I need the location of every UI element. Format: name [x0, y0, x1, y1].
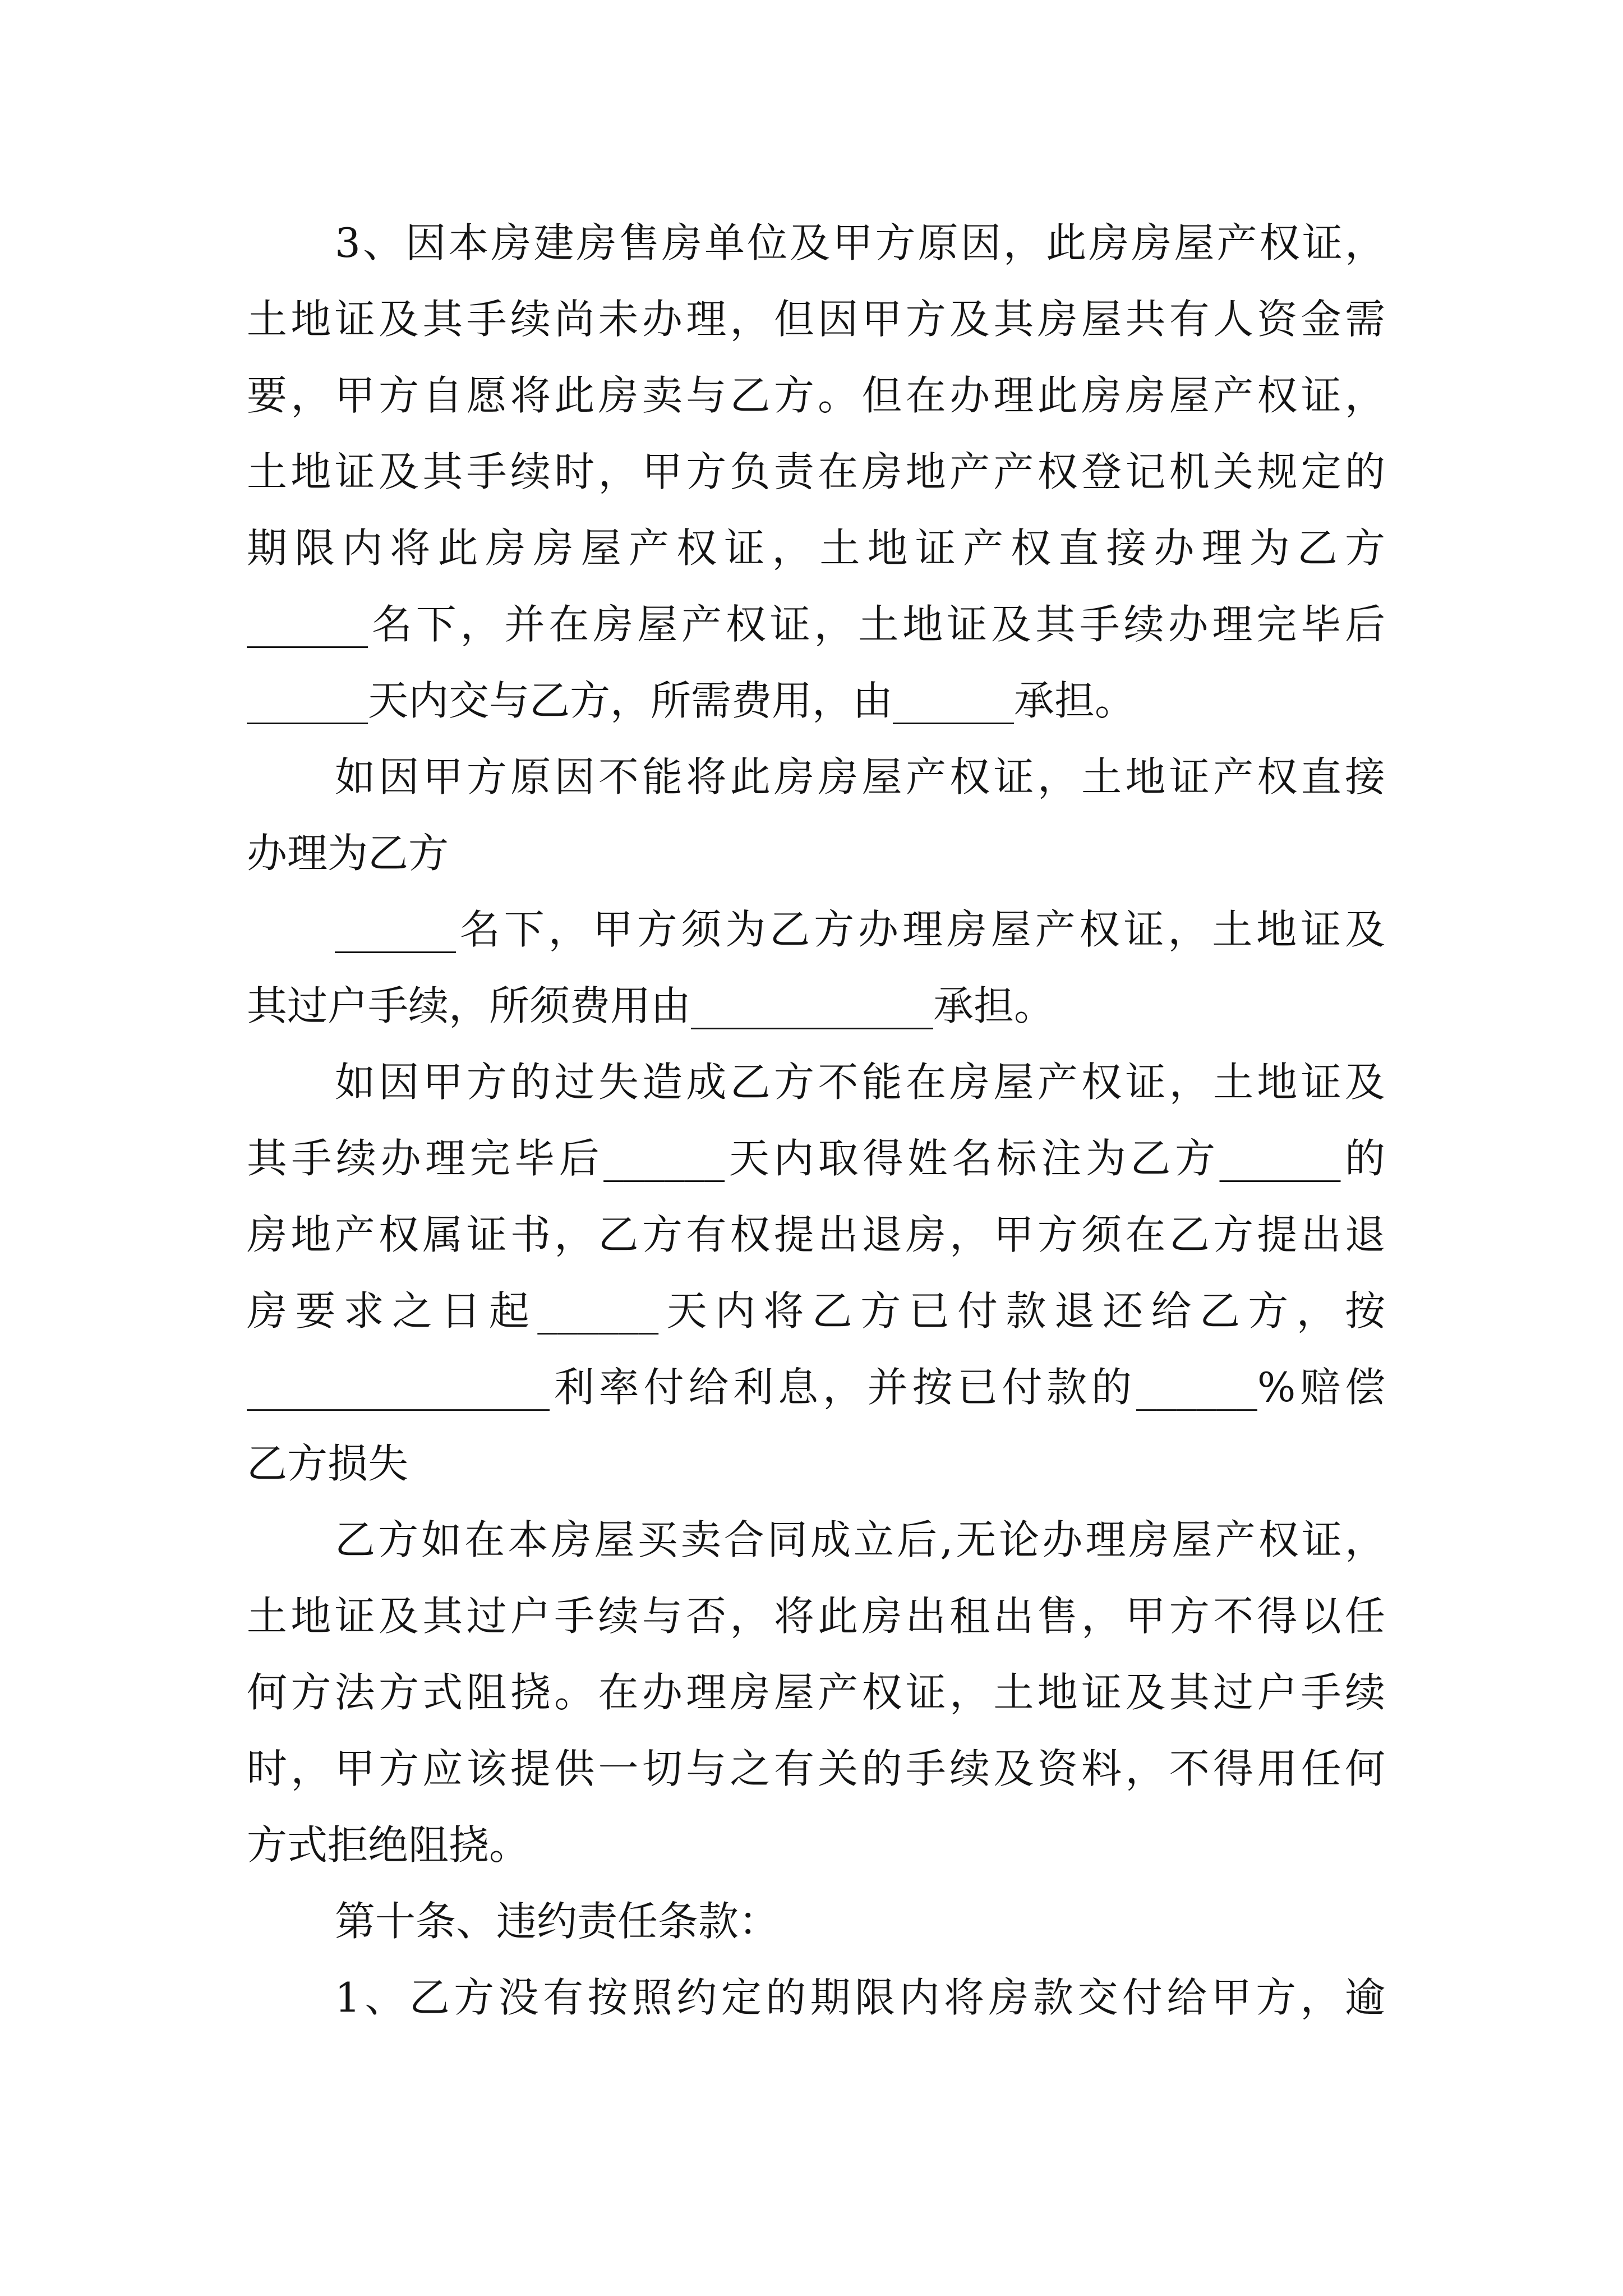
text-line-5: 期限内将此房房屋产权证，土地证产权直接办理为乙方: [247, 524, 1385, 572]
text-line-3: 要，甲方自愿将此房卖与乙方。但在办理此房房屋产权证，: [247, 372, 1385, 419]
text-line-16: _______________利率付给利息，并按已付款的______%赔偿: [247, 1364, 1385, 1411]
text-line-13: 其手续办理完毕后______天内取得姓名标注为乙方______的: [247, 1135, 1385, 1182]
text-line-6: ______名下，并在房屋产权证，土地证及其手续办理完毕后: [247, 601, 1385, 648]
text-line-18: 乙方如在本房屋买卖合同成立后,无论办理房屋产权证，: [335, 1516, 1385, 1563]
text-line-19: 土地证及其过户手续与否，将此房出租出售，甲方不得以任: [247, 1593, 1385, 1640]
text-line-2: 土地证及其手续尚未办理，但因甲方及其房屋共有人资金需: [247, 296, 1385, 343]
text-line-14: 房地产权属证书，乙方有权提出退房，甲方须在乙方提出退: [247, 1211, 1385, 1258]
text-line-22: 方式拒绝阻挠。: [247, 1821, 530, 1869]
text-line-21: 时，甲方应该提供一切与之有关的手续及资料，不得用任何: [247, 1745, 1385, 1792]
text-line-10: ______名下，甲方须为乙方办理房屋产权证，土地证及: [335, 906, 1385, 953]
text-line-15: 房要求之日起______天内将乙方已付款退还给乙方，按: [247, 1287, 1385, 1335]
text-line-7: ______天内交与乙方，所需费用，由______承担。: [247, 677, 1136, 724]
text-line-11: 其过户手续，所须费用由____________承担。: [247, 982, 1055, 1029]
text-line-4: 土地证及其手续时，甲方负责在房地产产权登记机关规定的: [247, 448, 1385, 495]
text-line-17: 乙方损失: [247, 1440, 409, 1487]
text-line-24: 1、乙方没有按照约定的期限内将房款交付给甲方，逾: [335, 1974, 1385, 2021]
section-heading: 第十条、违约责任条款：: [335, 1898, 780, 1945]
text-line-9: 办理为乙方: [247, 830, 449, 877]
text-line-1: 3、因本房建房售房单位及甲方原因，此房房屋产权证，: [335, 219, 1385, 266]
text-line-12: 如因甲方的过失造成乙方不能在房屋产权证，土地证及: [335, 1059, 1385, 1106]
text-line-8: 如因甲方原因不能将此房房屋产权证，土地证产权直接: [335, 753, 1385, 800]
text-line-20: 何方法方式阻挠。在办理房屋产权证，土地证及其过户手续: [247, 1669, 1385, 1716]
